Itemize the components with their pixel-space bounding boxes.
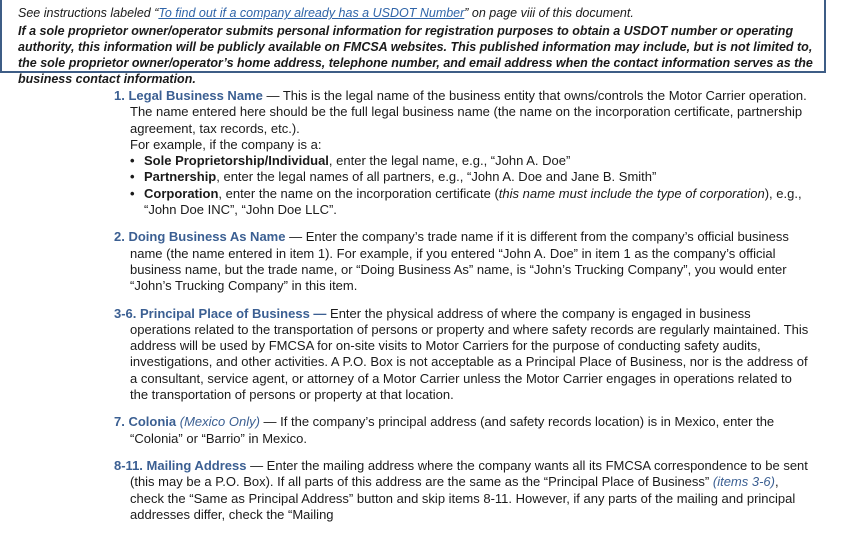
bullet-icon: • xyxy=(130,169,135,185)
list-item: • Sole Proprietorship/Individual, enter the legal name, e.g., “John A. Doe” xyxy=(130,153,571,169)
item-colonia: 7. Colonia (Mexico Only) — If the company’s principal address (and safety records location) is in Mexico, enter the “Colonia” or “Barrio” in Mexico. xyxy=(114,414,775,446)
bullet-icon: • xyxy=(130,153,135,169)
entity-type-list xyxy=(130,153,810,218)
item-mailing-address: 8-11. Mailing Address — Enter the mailing address where the company wants all its FMCSA correspondence to be sent (this may be a P.O. Box). If all parts of this address are the same as the “Principal Place of Business” (items 3-6), check the “Same as Principal Address” button and skip items 8-11. However, if any parts of the mailing and principal addresses differ, check the “Mailing xyxy=(114,457,808,522)
item-doing-business-as: 2. Doing Business As Name — Enter the company’s trade name if it is different from the company’s official business name (the name entered in item 1). For example, if you entered “John A. Doe” in item 1 as the company’s official business name, but the trade name, or “Doing Business As” name, is “John’s Trucking Company”, you would enter “John’s Trucking Company” in this item. xyxy=(114,229,789,294)
list-item: • Partnership, enter the legal names of all partners, e.g., “John A. Doe and Jane B. Smith” xyxy=(130,169,657,185)
colonia-heading: 7. Colonia xyxy=(114,414,177,430)
example-intro: For example, if the company is a: xyxy=(130,136,322,152)
find-usdot-link[interactable]: To find out if a company already has a USDOT Number xyxy=(158,6,465,20)
instructions-body xyxy=(114,88,810,534)
list-item: • Corporation, enter the name on the incorporation certificate (this name must include the type of corporation), e.g., “John Doe INC”, “John Doe LLC”. xyxy=(130,185,802,218)
privacy-notice-box xyxy=(0,0,826,86)
item-principal-place-of-business: 3-6. Principal Place of Business — Enter the physical address of where the company is engaged in business operations related to the transportation of persons or property and where safety records are regularly maintained. This address will be used by FMCSA for on-site visits to Motor Carriers for the purpose of conducting safety audits, investigations, and other activities. A P.O. Box is not acceptable as a Principal Place of Business, nor is the address of a consultant, service agent, or attorney of a Motor Carrier unless the Motor Carrier engages in operations related to the transportation of persons or property at that location. xyxy=(114,305,809,403)
item-legal-business-name: 1. Legal Business Name — This is the legal name of the business entity that owns/controls the Motor Carrier operation. The name entered here should be the full legal business name (the name on the incorporation certificate, partnership agreement, tax records, etc.). For example, if the company is a: • Sole Proprietorship/Individual, enter the legal name, e.g., “John A. Doe” • Partnership, enter the legal names of all partners, e.g., “John A. Doe and Jane B. Smith” • Corporation, enter the name on the incorporation certificate (this name must include the type of corporation), e.g., “John Doe INC”, “John Doe LLC”. xyxy=(114,88,810,218)
legal-name-heading: 1. Legal Business Name xyxy=(114,88,263,103)
see-instructions-line: See instructions labeled “To find out if a company already has a USDOT Number” on page viii of this document. xyxy=(18,6,634,20)
dba-heading: 2. Doing Business As Name xyxy=(114,229,286,245)
mailing-heading: 8-11. Mailing Address xyxy=(114,457,247,473)
principal-heading: 3-6. Principal Place of Business — xyxy=(114,305,327,321)
sole-proprietor-warning: If a sole proprietor owner/operator submits personal information for registration purposes to obtain a USDOT number or operating authority, this information will be publicly available on FMCSA websites. This published information may include, but is not limited to, the sole proprietor owner/operator’s home address, telephone number, and email address when the contact information serves as the business contact information. xyxy=(18,24,813,86)
bullet-icon: • xyxy=(130,185,135,201)
